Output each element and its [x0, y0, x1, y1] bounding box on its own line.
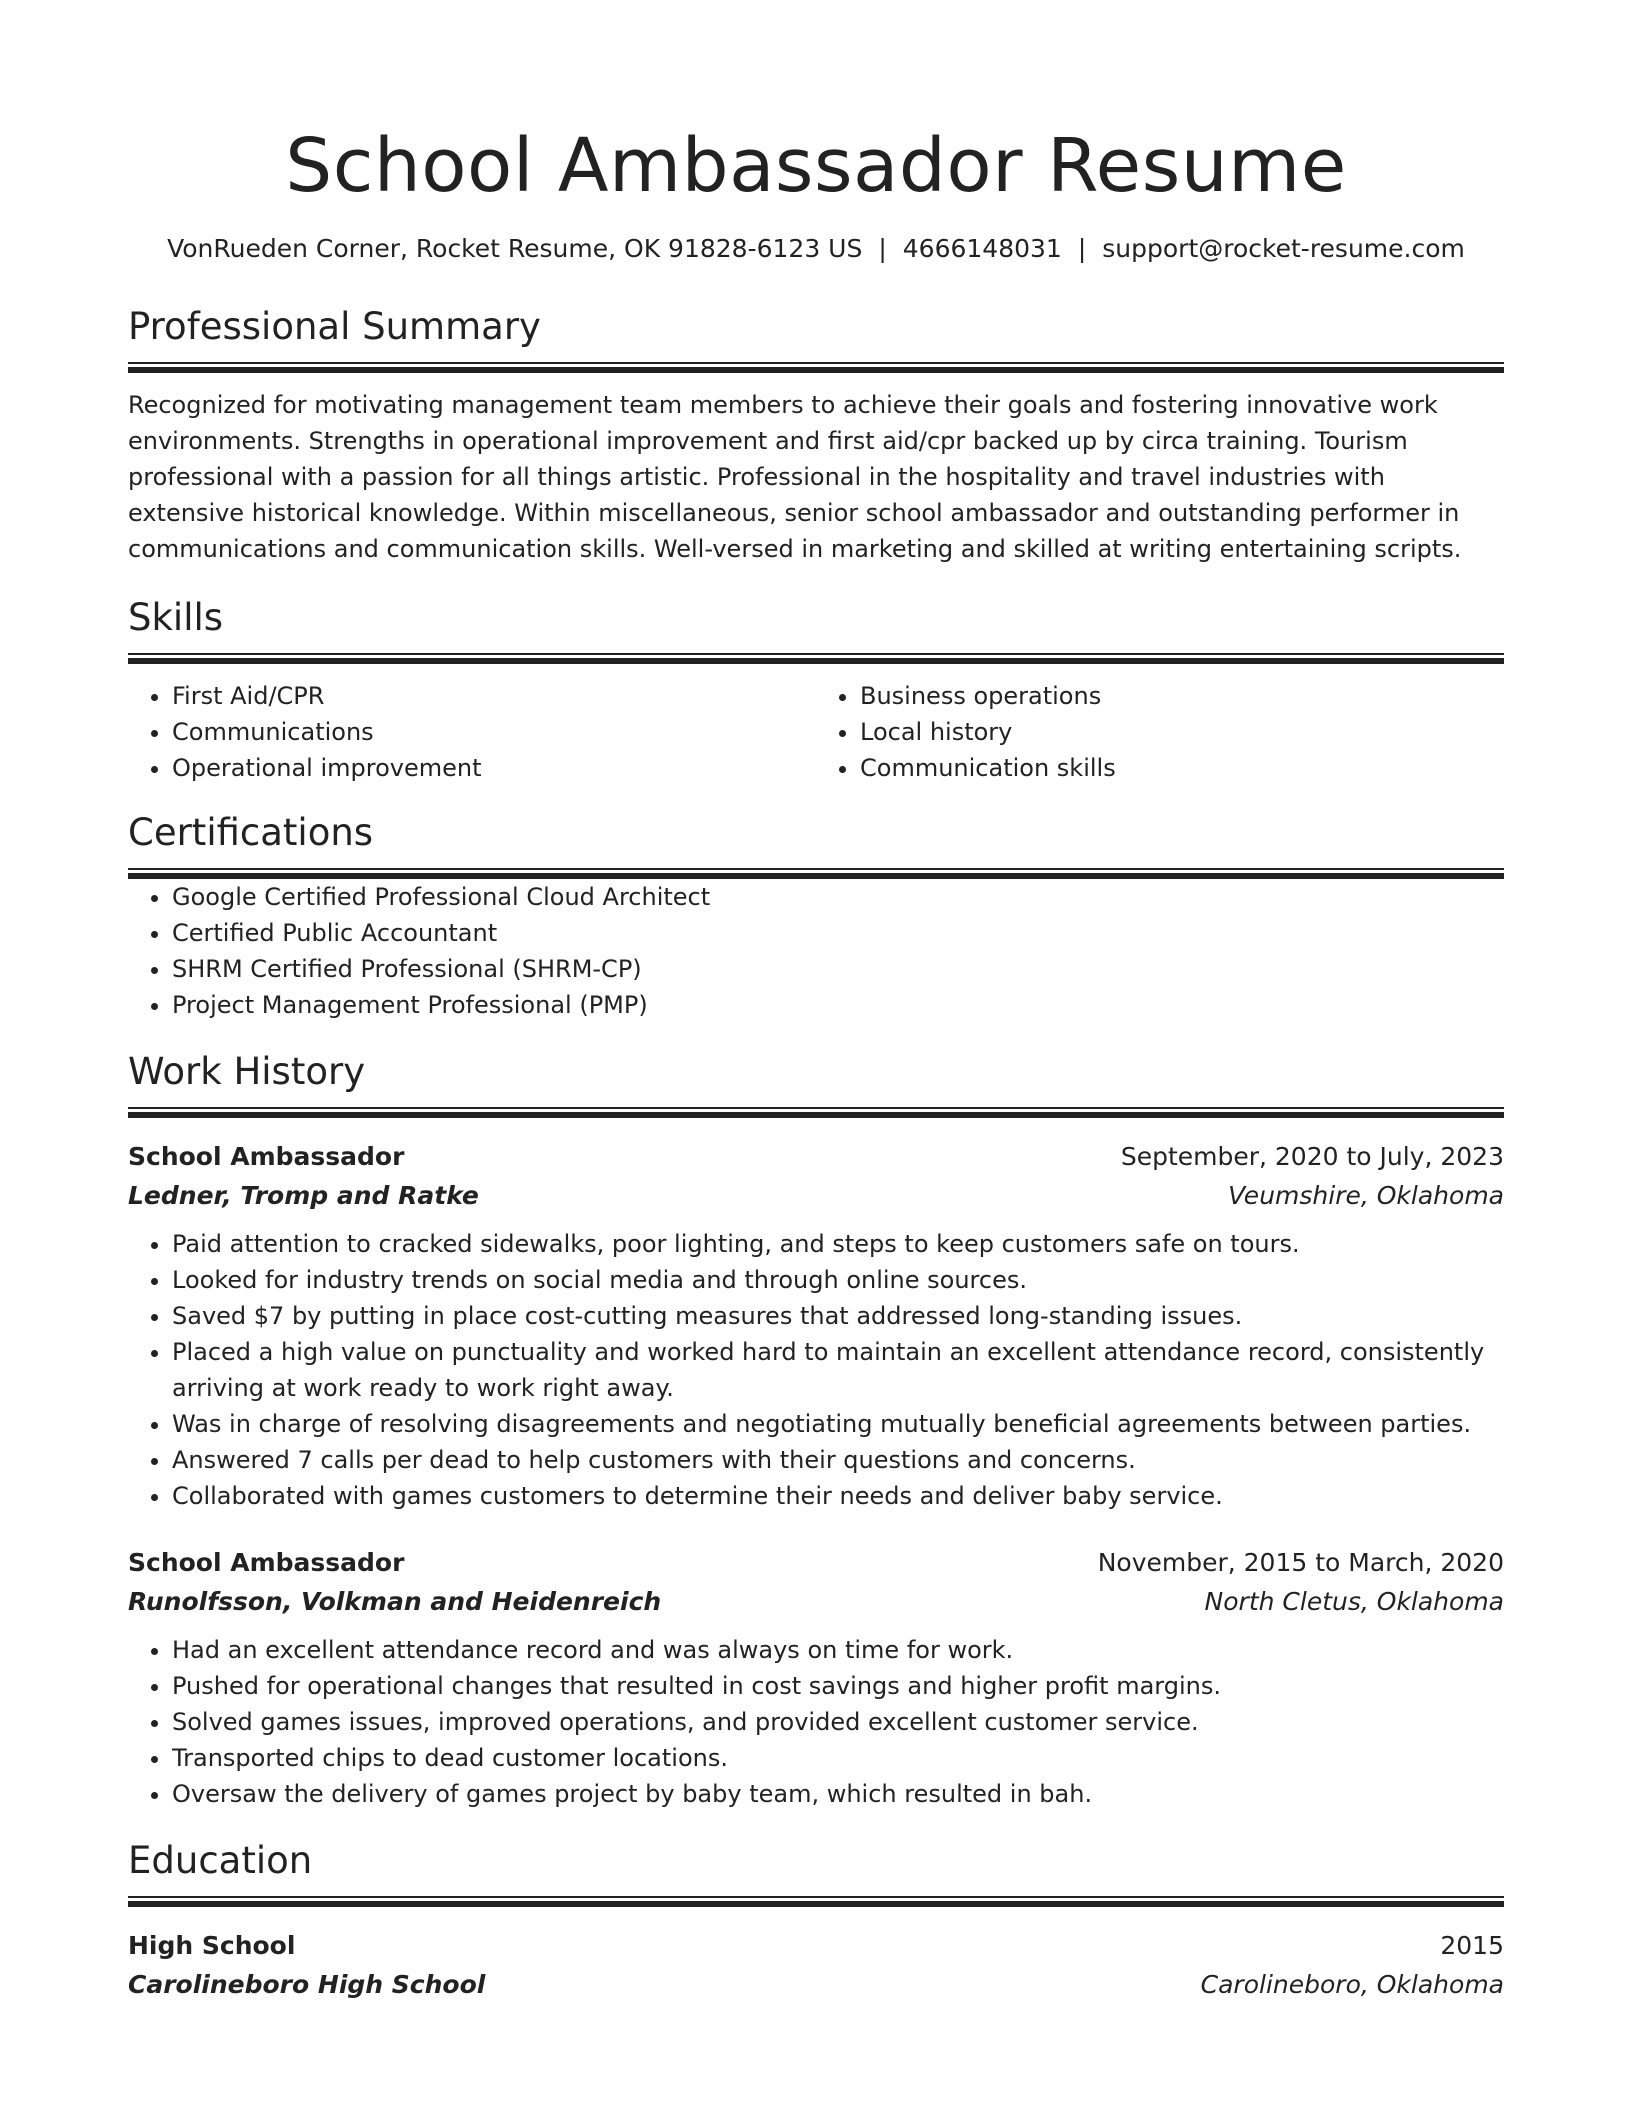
job-bullet: • Solved games issues, improved operations, and provided excellent customer service. [172, 1704, 1504, 1740]
section-heading: Education [128, 1839, 313, 1882]
job-subheader [128, 1582, 1504, 1622]
job-location: Veumshire, Oklahoma [1228, 1181, 1504, 1210]
education-header [128, 1927, 1504, 1965]
job-company: Ledner, Tromp and Ratke [128, 1181, 479, 1210]
education-school: Carolineboro High School [128, 1970, 486, 1999]
contact-phone: 4666148031 [902, 234, 1062, 263]
section-divider [128, 1107, 1504, 1118]
skills-section [128, 595, 1504, 786]
contact-email: support@rocket-resume.com [1102, 234, 1465, 263]
job-header [128, 1544, 1504, 1582]
job-bullet: • Looked for industry trends on social media and through online sources. [172, 1262, 1504, 1298]
job-subheader [128, 1176, 1504, 1216]
section-divider [128, 362, 1504, 373]
skill-item: • Communication skills [860, 750, 1504, 786]
job-bullets [128, 1226, 1504, 1514]
job-bullet: • Was in charge of resolving disagreements and negotiating mutually beneficial agreements between parties. [172, 1406, 1504, 1442]
certification-item: • Google Certified Professional Cloud Architect [172, 879, 1504, 915]
certification-item: • SHRM Certified Professional (SHRM-CP) [172, 951, 1504, 987]
job-bullet: • Had an excellent attendance record and was always on time for work. [172, 1632, 1504, 1668]
section-divider [128, 1896, 1504, 1907]
skills-column-left [128, 678, 816, 786]
job-dates: November, 2015 to March, 2020 [1097, 1548, 1504, 1577]
contact-address: VonRueden Corner, Rocket Resume, OK 91828-6123 US [167, 234, 863, 263]
job-title: School Ambassador [128, 1142, 405, 1171]
job-bullet: • Paid attention to cracked sidewalks, poor lighting, and steps to keep customers safe on tours. [172, 1226, 1504, 1262]
education-section [128, 1838, 1504, 2005]
certification-item: • Project Management Professional (PMP) [172, 987, 1504, 1023]
job-location: North Cletus, Oklahoma [1204, 1587, 1504, 1616]
section-heading: Certifications [128, 811, 374, 854]
job-bullet: • Oversaw the delivery of games project by baby team, which resulted in bah. [172, 1776, 1504, 1812]
contact-separator: | [878, 234, 887, 263]
professional-summary-section [128, 304, 1504, 567]
section-heading: Skills [128, 596, 224, 639]
certification-item: • Certified Public Accountant [172, 915, 1504, 951]
skill-item: • Communications [172, 714, 816, 750]
education-subheader [128, 1965, 1504, 2005]
certifications-list [128, 879, 1504, 1023]
education-entry [128, 1927, 1504, 2005]
summary-text: Recognized for motivating management team members to achieve their goals and fostering innovative work environments. Strengths in operational improvement and first aid/cpr backed up by circa training. Tourism professional with a passion for all things artistic. Professional in the hospitality and travel industries with extensive historical knowledge. Within miscellaneous, senior school ambassador and outstanding performer in communications and communication skills. Well-versed in marketing and skilled at writing entertaining scripts. [128, 391, 1462, 563]
job-dates: September, 2020 to July, 2023 [1120, 1142, 1504, 1171]
section-divider [128, 868, 1504, 879]
job-bullet: • Placed a high value on punctuality and worked hard to maintain an excellent attendance record, consistently arriving at work ready to work right away. [172, 1334, 1504, 1406]
job-bullet: • Transported chips to dead customer locations. [172, 1740, 1504, 1776]
job-header [128, 1138, 1504, 1176]
skill-item: • Operational improvement [172, 750, 816, 786]
job-bullet: • Pushed for operational changes that resulted in cost savings and higher profit margins. [172, 1668, 1504, 1704]
contact-separator: | [1077, 234, 1087, 263]
section-divider [128, 653, 1504, 664]
job-bullet: • Saved $7 by putting in place cost-cutting measures that addressed long-standing issues. [172, 1298, 1504, 1334]
section-heading: Work History [128, 1050, 366, 1093]
education-location: Carolineboro, Oklahoma [1200, 1970, 1504, 1999]
skill-item: • First Aid/CPR [172, 678, 816, 714]
job-bullets [128, 1632, 1504, 1812]
job-bullet: • Collaborated with games customers to determine their needs and deliver baby service. [172, 1478, 1504, 1514]
education-degree: High School [128, 1931, 296, 1960]
education-year: 2015 [1440, 1931, 1504, 1960]
resume-title: School Ambassador Resume [285, 123, 1347, 209]
skills-column-right [816, 678, 1504, 786]
job-entry [128, 1138, 1504, 1514]
work-history-section [128, 1049, 1504, 1812]
job-bullet: • Answered 7 calls per dead to help customers with their questions and concerns. [172, 1442, 1504, 1478]
section-heading: Professional Summary [128, 305, 541, 348]
skill-item: • Local history [860, 714, 1504, 750]
job-entry [128, 1544, 1504, 1812]
job-title: School Ambassador [128, 1548, 405, 1577]
skill-item: • Business operations [860, 678, 1504, 714]
contact-line [128, 232, 1504, 266]
job-company: Runolfsson, Volkman and Heidenreich [128, 1587, 662, 1616]
certifications-section [128, 810, 1504, 1023]
skills-grid [128, 678, 1504, 786]
